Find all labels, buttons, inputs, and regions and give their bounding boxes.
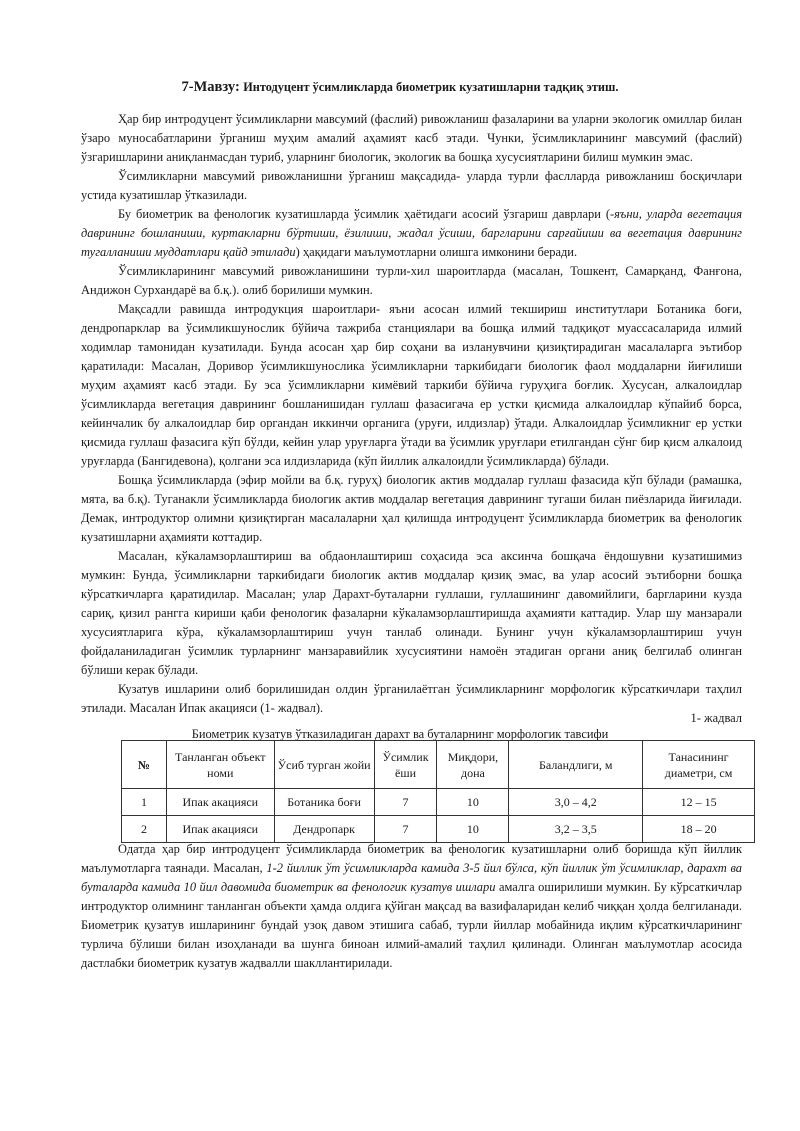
title-number: 7-Мавзу:	[181, 79, 240, 95]
cell-location: Дендропарк	[274, 816, 374, 843]
cell-trunk-diameter: 18 – 20	[643, 816, 755, 843]
header-plant-age: Ўсимлик ёши	[374, 741, 437, 789]
cell-object-name: Ипак акацияси	[166, 789, 274, 816]
cell-plant-age: 7	[374, 816, 437, 843]
biometric-table	[121, 740, 755, 843]
paragraph-6: Бошқа ўсимликларда (эфир мойли ва б.қ. гуруҳ) биологик актив моддалар гуллаш фазасида кўп бўлади (рамашка, мята, ва б.қ). Туганакли ўсимликларда биологик актив моддалар вегетация даврининг тугаши билан пиёзларида йиғилади. Демак, интродуктор олимни қизиқтирган масалаларни ҳал қилишда интродуцент ўсимликларда биометрик ва фенологик кузатишларни аҳамияти коттадир.	[81, 473, 742, 544]
cell-number: 1	[122, 789, 167, 816]
title-text: Интодуцент ўсимликларда биометрик кузатишларни тадқиқ этиш.	[243, 80, 619, 94]
paragraph-3-end: ) ҳақидаги маълумотларни олишга имконини беради.	[295, 245, 578, 259]
table-header-row	[122, 741, 755, 789]
paragraph-3-start: Бу биометрик ва фенологик кузатишларда ўсимлик ҳаётидаги асосий ўзгариш даврлари (-	[118, 207, 615, 221]
paragraph-2: Ўсимликларни мавсумий ривожланишни ўрганиш мақсадида- уларда турли фаслларда ривожланиш босқичлари устида кузатишлар ўтказилади.	[81, 169, 742, 202]
cell-trunk-diameter: 12 – 15	[643, 789, 755, 816]
table-row	[122, 789, 755, 816]
header-height: Баландлиги, м	[509, 741, 643, 789]
paragraph-3-italic: яъни, уларда вегетация даврининг бошланиши, куртакларни бўртиши, ёзилиши, жадал ўсиши, баргларини сарғайиши ва вегетация даврининг тугалланиши муддатлари қайд этилади	[81, 207, 743, 259]
paragraph-9-end: амалга оширилиши мумкин. Бу кўрсаткичлар интродуктор олимнинг танланган объекти ҳамда олдига қўйган мақсад ва вазифаларидан келиб чиққан ҳолда белгиланади. Биометрик қузатув ишларининг бундай узоқ давом этишига сабаб, турли йиллар мобайнида иқлим кўрсаткичларининг турлича бўлиши билан изоҳланади ва шунга биноан илмий-амалий таҳлил қилинади. Олинган маълумотлар асосида дастлабки биометрик кузатув жадвалли шакллантирилади.	[81, 880, 742, 970]
body-text	[81, 110, 742, 718]
table-row	[122, 816, 755, 843]
header-object-name: Танланган объект номи	[166, 741, 274, 789]
header-quantity: Миқдори, дона	[437, 741, 509, 789]
cell-quantity: 10	[437, 789, 509, 816]
table-caption: Биометрик кузатув ўтказиладиган дарахт ва буталарнинг морфологик тавсифи	[191, 727, 609, 741]
closing-text	[81, 840, 742, 973]
cell-object-name: Ипак акацияси	[166, 816, 274, 843]
cell-plant-age: 7	[374, 789, 437, 816]
paragraph-9	[81, 840, 742, 973]
cell-height: 3,2 – 3,5	[509, 816, 643, 843]
header-trunk-diameter: Танасининг диаметри, см	[643, 741, 755, 789]
paragraph-7: Масалан, кўкаламзорлаштириш ва обдаонлаштириш соҳасида эса аксинча бошқача ёндошувни кузатишимиз мумкин: Бунда, ўсимликларни таркибидаги биологик актив моддалар қизиқ эмас, ва улар асосий эътиборни бошқа кўрсаткичларга қаратидилар. Масалан; улар Дарахт-буталарни гуллаши, гуллашининг давомийлиги, баргларини кузда сариқ, қизил рангга кириши қаби фенологик фазаларни кўкаламзорлаштиришда аҳамияти каттадир. Улар шу манзарали хусусиятларига кўра, кўкаламзорлаштириш учун танлаб олинади. Бунинг учун кўкаламзорлаштириш учун фойдаланиладиган ўсимлик турларнинг манзаравийлик хусусиятини намоён этадиган органи аниқ белгилаб олинган бўлиши керак бўлади.	[81, 549, 742, 677]
cell-quantity: 10	[437, 816, 509, 843]
paragraph-5: Мақсадли равишда интродукция шароитлари- яъни асосан илмий текшириш институтлари Ботаника боғи, дендропарклар ва ўсимликшунослик бўйича тажриба станциялари ва бошқа илмий тадқиқот муассасаларида илмий ходимлар тамонидан кузатилади. Бунда асосан ҳар бир соҳани ва изланувчини қизиқтирадиган масалаларга эътибор қаратилади: Масалан, Доривор ўсимликшунослика ўсимликларни таркибидаги биологик фаол моддаларни йиғилиши муҳим аҳамият касб этади. Бу эса ўсимликларни кимёвий таркиби бўйича гуруҳига боғлик. Хусусан, алкалоидлар ўсимликларда вегетация даврининг бошланишидан гуллаш фазасигача ер устки қисмида алкалоидлар кўпайиб борса, кейинчалик бу алкалоидлар бир органдан иккинчи органига (уруғи, илдизлар) ўтади. Алкалоидлар ўсимликниг ер устки қисмида гуллаш фазасига кўп бўлди, кейин улар уруғларга ўтади ва ўсимлик уруғлари етилгандан сўнг бир қисм алкалоид уруғларда (Бангидевона), қолгани эса илдизларида (кўп йиллик алкалоидли ўсимликларда) бўлади.	[81, 302, 742, 468]
header-location: Ўсиб турган жойи	[274, 741, 374, 789]
page-title	[0, 78, 800, 96]
cell-height: 3,0 – 4,2	[509, 789, 643, 816]
paragraph-4: Ўсимликларининг мавсумий ривожланишини турли-хил шароитларда (масалан, Тошкент, Самарқанд, Фанғона, Андижон Сурхандарё ва б.қ.). олиб борилиши мумкин.	[81, 264, 742, 297]
cell-location: Ботаника боғи	[274, 789, 374, 816]
paragraph-9-start: Одатда ҳар бир интродуцент ўсимликларда биометрик ва фенологик кузатишларни олиб боришда кўп йиллик маълумотларга таянади. Масалан,	[81, 842, 742, 875]
paragraph-8: Кузатув ишларини олиб борилишидан олдин ўрганилаётган ўсимликларнинг морфологик кўрсаткичлари таҳлил этилади. Масалан Ипак акацияси (1- жадвал).	[81, 682, 742, 715]
paragraph-3	[81, 205, 742, 262]
paragraph-1: Ҳар бир интродуцент ўсимликларни мавсумий (фаслий) ривожланиш фазаларини ва уларни экологик омиллар билан ўзаро муносабатларини ўрганиш муҳим амалий аҳамият касб этади. Чунки, ўсимликларининг мавсумий (фаслий) ўзгаришларини аниқланмасдан туриб, уларнинг биологик, экологик ва бошқа хусусиятларини билиш мумкин эмас.	[81, 112, 742, 164]
header-number: №	[122, 741, 167, 789]
paragraph-9-italic: 1-2 йиллик ўт ўсимликларда камида 3-5 йил бўлса, кўп йиллик ўт ўсимликлар, дарахт ва буталарда камида 10 йил давомида биометрик ва фенологик кузатув ишлари	[81, 861, 742, 894]
table-number: 1- жадвал	[690, 711, 742, 725]
cell-number: 2	[122, 816, 167, 843]
